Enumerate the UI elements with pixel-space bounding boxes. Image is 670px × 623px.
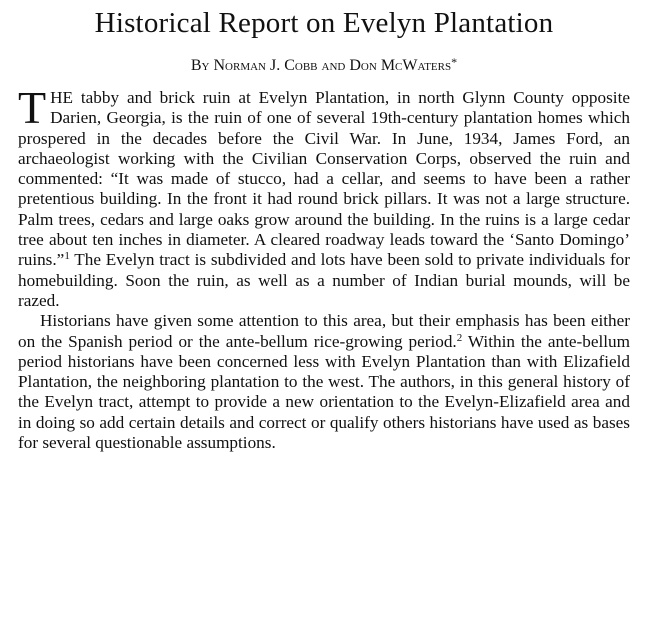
author-2: Don McWaters	[349, 57, 452, 74]
footnote-ref-1: 1	[64, 250, 70, 263]
article-title: Historical Report on Evelyn Plantation	[94, 7, 554, 39]
article-body	[18, 82, 630, 453]
byline	[18, 52, 630, 76]
byline-join: and	[321, 57, 346, 74]
article-page	[18, 6, 630, 453]
drop-cap: T	[18, 82, 47, 133]
byline-prefix: By	[190, 57, 210, 74]
author-1: Norman J. Cobb	[213, 57, 318, 74]
paragraph-1	[18, 82, 630, 311]
paragraph-1-text-a: HE tabby and brick ruin at Evelyn Plantation, in north Glynn County opposite Darien, Georgia, is the ruin of one of several 19th-century plantation homes which prospered in the decades before the Civil War. In June, 1934, James Ford, an archaeologist working with the Civilian Conservation Corps, observed the ruin and commented: “It was made of stucco, had a cellar, and seems to have been a rather pretentious building. In the front it had round brick pillars. It was not a large structure. Palm trees, cedars and large oaks grow around the building. In the ruins is a large cedar tree about ten inches in diameter. A cleared roadway leads toward the ‘Santo Domingo’ ruins.”	[18, 88, 630, 270]
paragraph-2-text-b: Within the ante-bellum period historians have been concerned less with Evelyn Plantation than with Elizafield Plantation, the neighboring plantation to the west. The authors, in this general history of the Evelyn tract, attempt to provide a new orientation to the Evelyn-Elizafield area and in doing so add certain details and correct or qualify others historians have used as bases for several questionable assumptions.	[18, 331, 630, 453]
paragraph-2	[18, 311, 630, 453]
footnote-ref-2: 2	[456, 331, 463, 344]
author-footnote-mark: *	[451, 55, 458, 69]
paragraph-1-text-b: The Evelyn tract is subdivided and lots have been sold to private individuals for homebuilding. Soon the ruin, as well as a number of Indian burial mounds, will be razed.	[18, 250, 630, 310]
paragraph-2-text-a: Historians have given some attention to this area, but their emphasis has been either on the Spanish period or the ante-bellum rice-growing period.	[18, 311, 630, 351]
